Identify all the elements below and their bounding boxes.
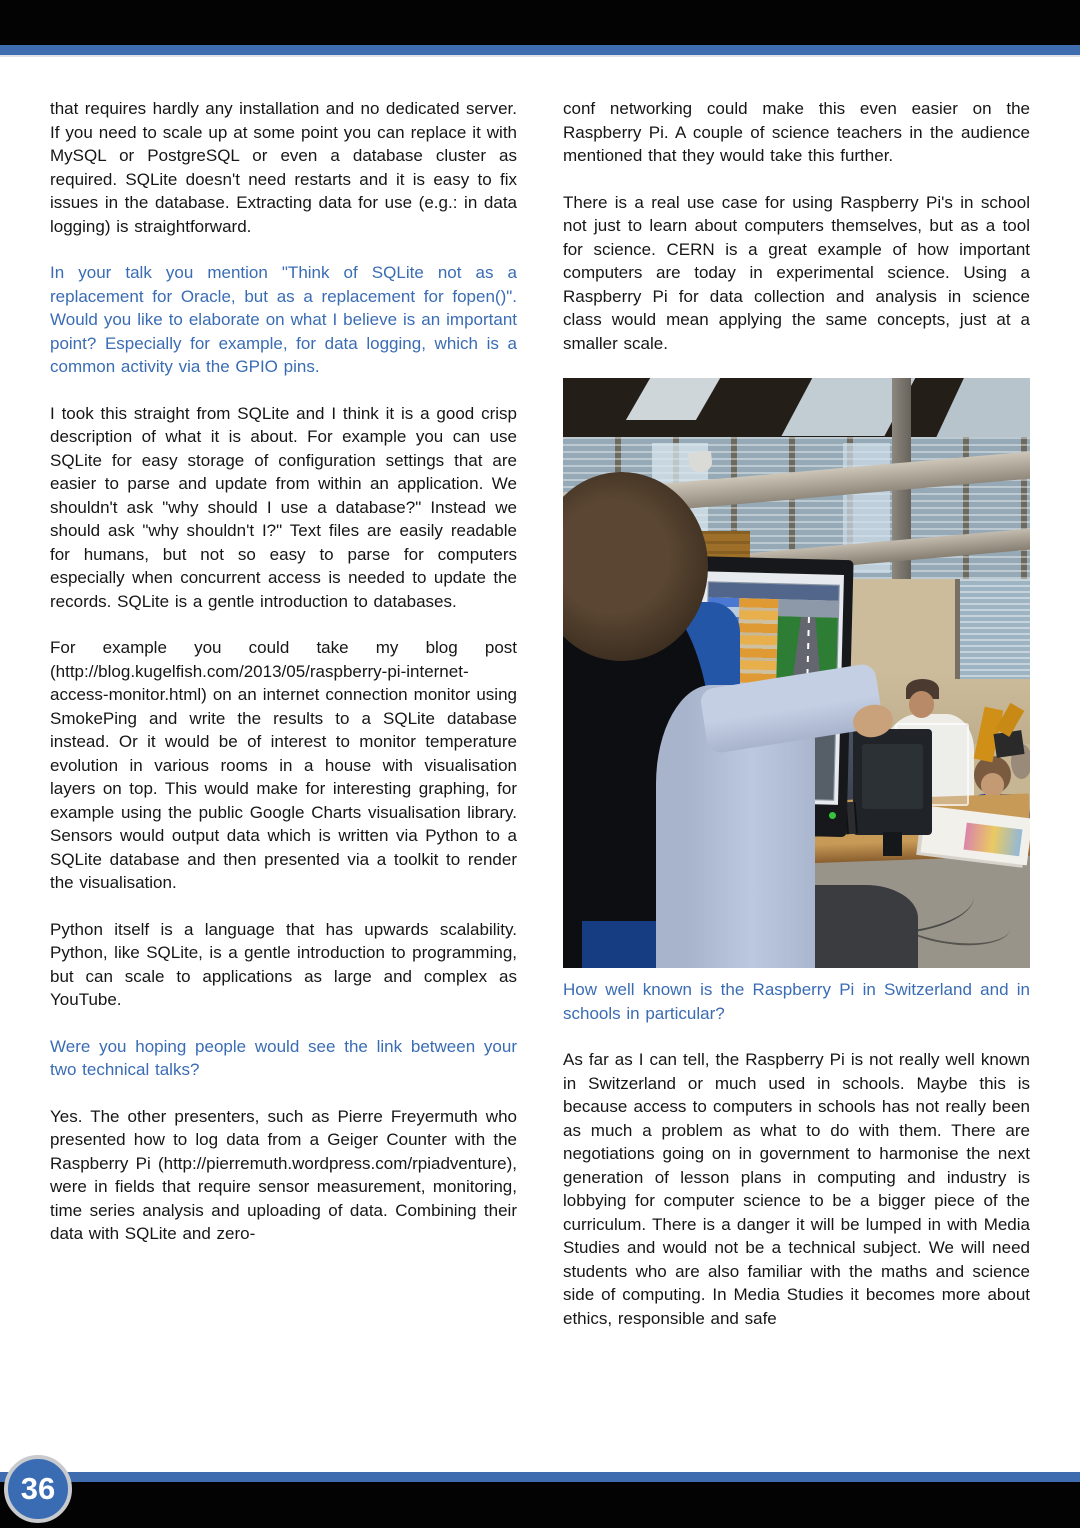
- paragraph: conf networking could make this even easier on the Raspberry Pi. A couple of science teachers in the audience mentioned that they would take this further.: [563, 99, 1030, 165]
- paragraph: Python itself is a language that has upwards scalability. Python, like SQLite, is a gentle introduction to programming, but can scale to applications as large and complex as YouTube.: [50, 919, 517, 1009]
- header-blue-stripe: [0, 45, 1080, 57]
- photo-caption-question: How well known is the Raspberry Pi in Switzerland and in schools in particular?: [563, 980, 1030, 1023]
- interview-question: Were you hoping people would see the link between your two technical talks?: [50, 1036, 517, 1079]
- paragraph: As far as I can tell, the Raspberry Pi is not really well known in Switzerland or much used in schools. Maybe this is because access to computers in schools has not really been as much a problem as what to do with them. There are negotiations going on in government to harmonise the next generation of lesson plans in computing and industry is lobbying for computer science to be a bigger piece of the curriculum. There is a danger it will be lumped in with Media Studies and would not be a technical subject. We will need students who are also familiar with the maths and science side of computing. In Media Studies it becomes more about ethics, responsible and safe: [563, 1050, 1030, 1328]
- page-number-badge: 36: [4, 1455, 72, 1523]
- footer-blue-stripe: [0, 1472, 1080, 1482]
- interview-question: In your talk you mention "Think of SQLite not as a replacement for Oracle, but as a replacement for fopen()". Would you like to elaborate on what I believe is an important point? Especially for example, for data logging, which is a common activity via the GPIO pins.: [50, 263, 517, 376]
- paragraph: I took this straight from SQLite and I think it is a good crisp description of what it is about. For example you can use SQLite for easy storage of configuration settings that are easier to parse and update from within an application. We shouldn't ask "why should I use a database?" Instead we should ask "why shouldn't I?" Text files are easily readable for humans, but not so easy to parse for computers especially when concurrent access is needed to update the records. SQLite is a gentle introduction to databases.: [50, 403, 517, 611]
- paragraph: Yes. The other presenters, such as Pierre Freyermuth who presented how to log data from a Geiger Counter with the Raspberry Pi (http://pierremuth.wordpress.com/rpiadventure), were in fields that require sensor measurement, monitoring, time series analysis and uploading of data. Combining their data with SQLite and zero-: [50, 1106, 517, 1243]
- page-content: [0, 57, 1080, 1353]
- header-top-black-bar: [0, 0, 1080, 45]
- footer-black-bar: [0, 1482, 1080, 1528]
- left-column: [50, 97, 517, 1353]
- monitor-power-led: [829, 812, 836, 818]
- paragraph: There is a real use case for using Raspberry Pi's in school not just to learn about computers themselves, but as a tool for science. CERN is a great example of how important computers are today in experimental science. Using a Raspberry Pi for data collection and analysis in science class would mean applying the same concepts, just at a smaller scale.: [563, 192, 1030, 353]
- page-footer: [0, 1472, 1080, 1528]
- paragraph: that requires hardly any installation and no dedicated server. If you need to scale up at some point you can replace it with MySQL or PostgreSQL or even a database cluster as required. SQLite doesn't need restarts and it is easy to fix issues in the database. Extracting data for use (e.g.: in data logging) is straightforward.: [50, 99, 517, 236]
- classroom-photo: [563, 378, 1030, 968]
- right-column: [563, 97, 1030, 1353]
- paragraph: For example you could take my blog post (http://blog.kugelfish.com/2013/05/raspberry-pi-internet-access-monitor.html) on an internet connection monitor using SmokePing and write the results to a SQLite database instead. Or it would be of interest to monitor temperature evolution in various rooms in a house with visualisation layers on top. This would make for interesting graphing, for example using the public Google Charts visualisation library. Sensors would output data which is written via Python to a SQLite database and then presented via a toolkit to render the visualisation.: [50, 638, 517, 892]
